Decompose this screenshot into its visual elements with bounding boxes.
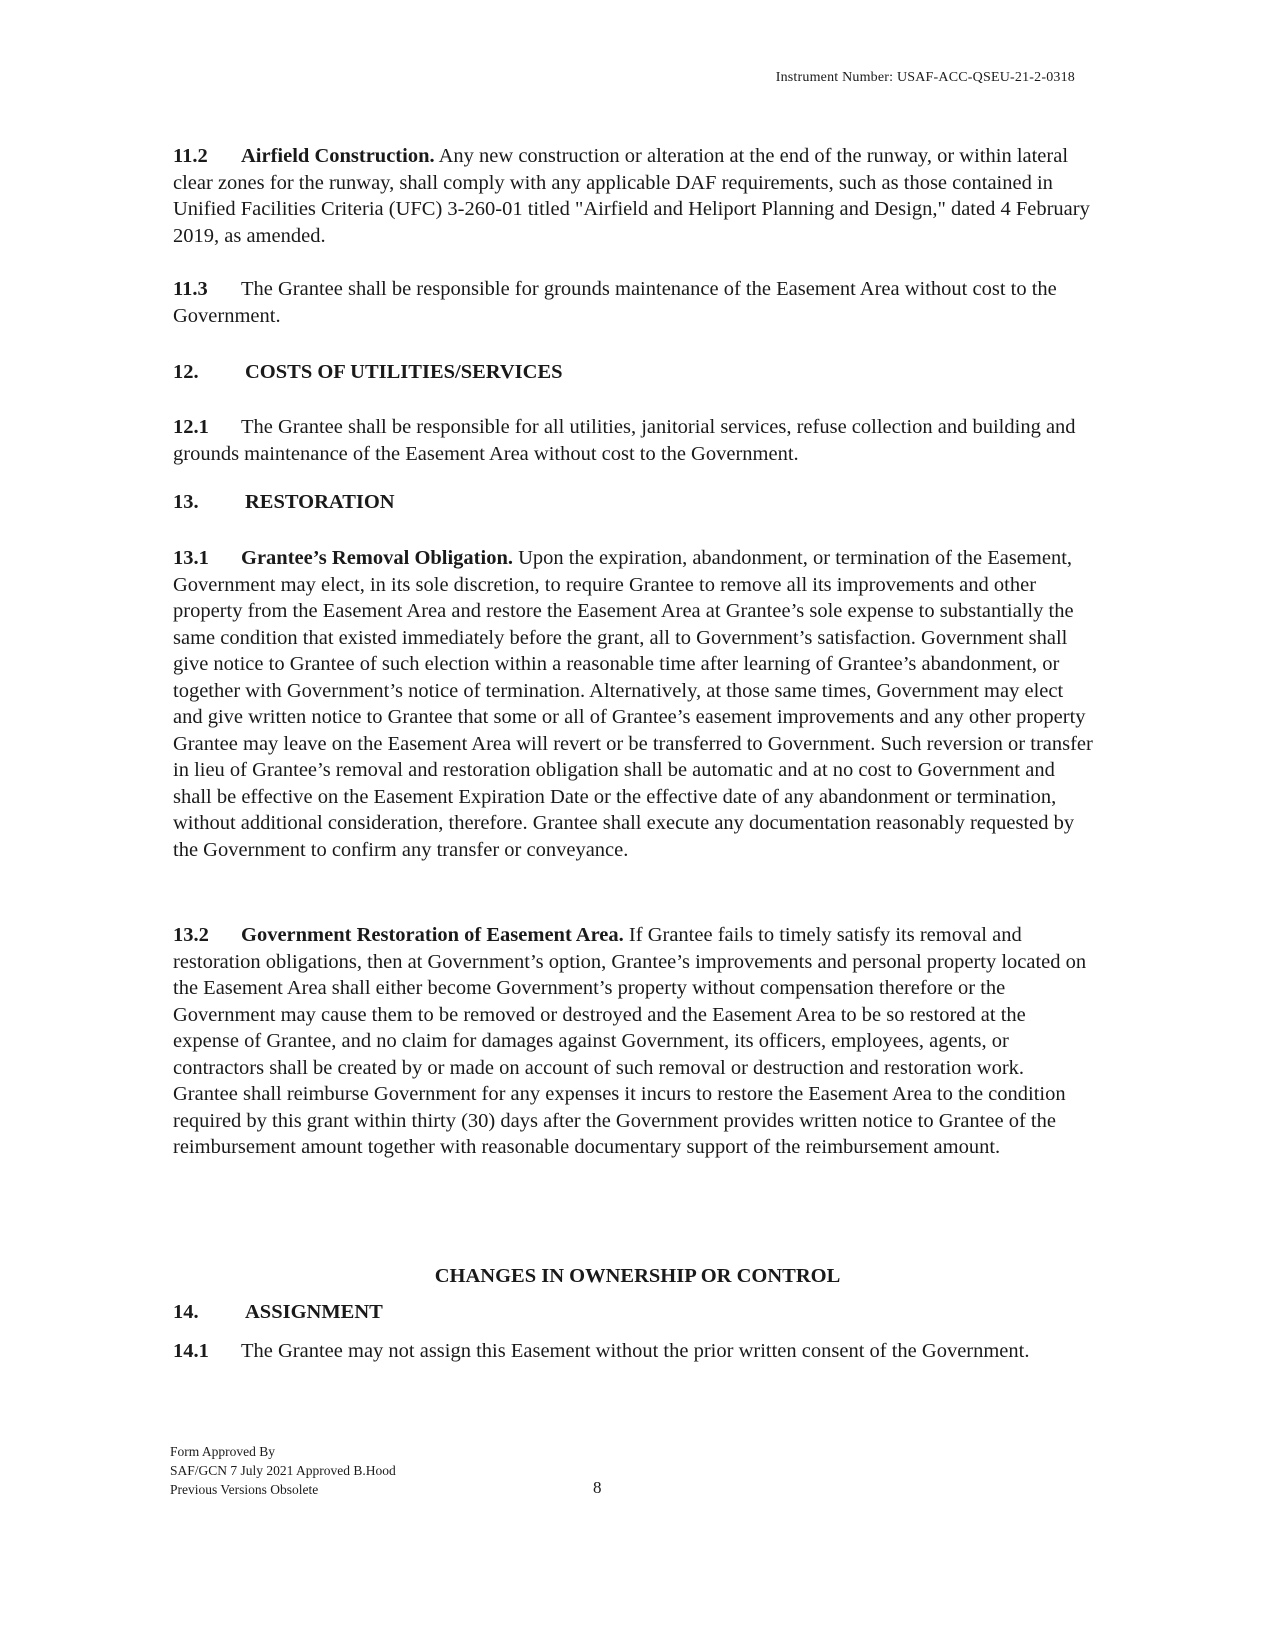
form-approval-footer [170, 1442, 396, 1499]
section-number: 13.1 [173, 547, 209, 569]
section-number: 12. [173, 361, 199, 383]
footer-line: Previous Versions Obsolete [170, 1482, 319, 1497]
section-title: COSTS OF UTILITIES/SERVICES [245, 361, 563, 383]
section-number: 13.2 [173, 924, 209, 946]
section-body: If Grantee fails to timely satisfy its removal and restoration obligations, then at Government’s option, Grantee’s improvements and personal property located on the Easement Area shall either become Government’s property without compensation therefore or the Government may cause them to be removed or destroyed and the Easement Area to be so restored at the expense of Grantee, and no claim for damages against Government, its officers, employees, agents, or contractors shall be created by or made on account of such removal or destruction and restoration work. Grantee shall reimburse Government for any expenses it incurs to restore the Easement Area to the condition required by this grant within thirty (30) days after the Government provides written notice to Grantee of the reimbursement amount together with reasonable documentary support of the reimbursement amount. [173, 924, 1087, 1158]
section-title: RESTORATION [245, 491, 395, 513]
section-body: The Grantee may not assign this Easement without the prior written consent of the Government. [241, 1340, 1030, 1362]
section-13-1 [173, 545, 1093, 863]
section-12-heading [173, 361, 563, 384]
section-body: The Grantee shall be responsible for all utilities, janitorial services, refuse collection and building and grounds maintenance of the Easement Area without cost to the Government. [173, 416, 1076, 465]
section-number: 14. [173, 1301, 199, 1323]
footer-line: SAF/GCN 7 July 2021 Approved B.Hood [170, 1463, 396, 1478]
section-body: Any new construction or alteration at the end of the runway, or within lateral clear zones for the runway, shall comply with any applicable DAF requirements, such as those contained in Unified Facilities Criteria (UFC) 3-260-01 titled "Airfield and Heliport Planning and Design," dated 4 February 2019, as amended. [173, 145, 1090, 247]
section-13-heading [173, 491, 395, 514]
section-title: Airfield Construction. [241, 145, 435, 167]
section-13-2 [173, 922, 1093, 1161]
footer-line: Form Approved By [170, 1444, 276, 1459]
section-12-1 [173, 414, 1093, 467]
section-number: 12.1 [173, 416, 209, 438]
section-11-2 [173, 143, 1093, 249]
section-14-heading [173, 1301, 383, 1324]
instrument-number: Instrument Number: USAF-ACC-QSEU-21-2-0318 [775, 70, 1075, 85]
section-body: Upon the expiration, abandonment, or termination of the Easement, Government may elect, in its sole discretion, to require Grantee to remove all its improvements and other property from the Easement Area and restore the Easement Area at Grantee’s sole expense to substantially the same condition that existed immediately before the grant, all to Government’s satisfaction. Government shall give notice to Grantee of such election within a reasonable time after learning of Grantee’s abandonment, or together with Government’s notice of termination. Alternatively, at those same times, Government may elect and give written notice to Grantee that some or all of Grantee’s easement improvements and any other property Grantee may leave on the Easement Area will revert or be transferred to Government. Such reversion or transfer in lieu of Grantee’s removal and restoration obligation shall be automatic and at no cost to Government and shall be effective on the Easement Expiration Date or the effective date of any abandonment or termination, without additional consideration, therefore. Grantee shall execute any documentation reasonably requested by the Government to confirm any transfer or conveyance. [173, 547, 1093, 861]
changes-in-ownership-heading: CHANGES IN OWNERSHIP OR CONTROL [434, 1265, 841, 1287]
section-title: ASSIGNMENT [245, 1301, 383, 1323]
section-title: Grantee’s Removal Obligation. [241, 547, 513, 569]
section-body: The Grantee shall be responsible for grounds maintenance of the Easement Area without cost to the Government. [173, 278, 1057, 327]
section-title: Government Restoration of Easement Area. [241, 924, 624, 946]
section-11-3 [173, 276, 1093, 329]
section-number: 14.1 [173, 1340, 209, 1362]
section-number: 11.2 [173, 145, 208, 167]
section-number: 11.3 [173, 278, 208, 300]
section-14-1 [173, 1338, 1093, 1365]
section-number: 13. [173, 491, 199, 513]
page-number: 8 [593, 1478, 602, 1497]
